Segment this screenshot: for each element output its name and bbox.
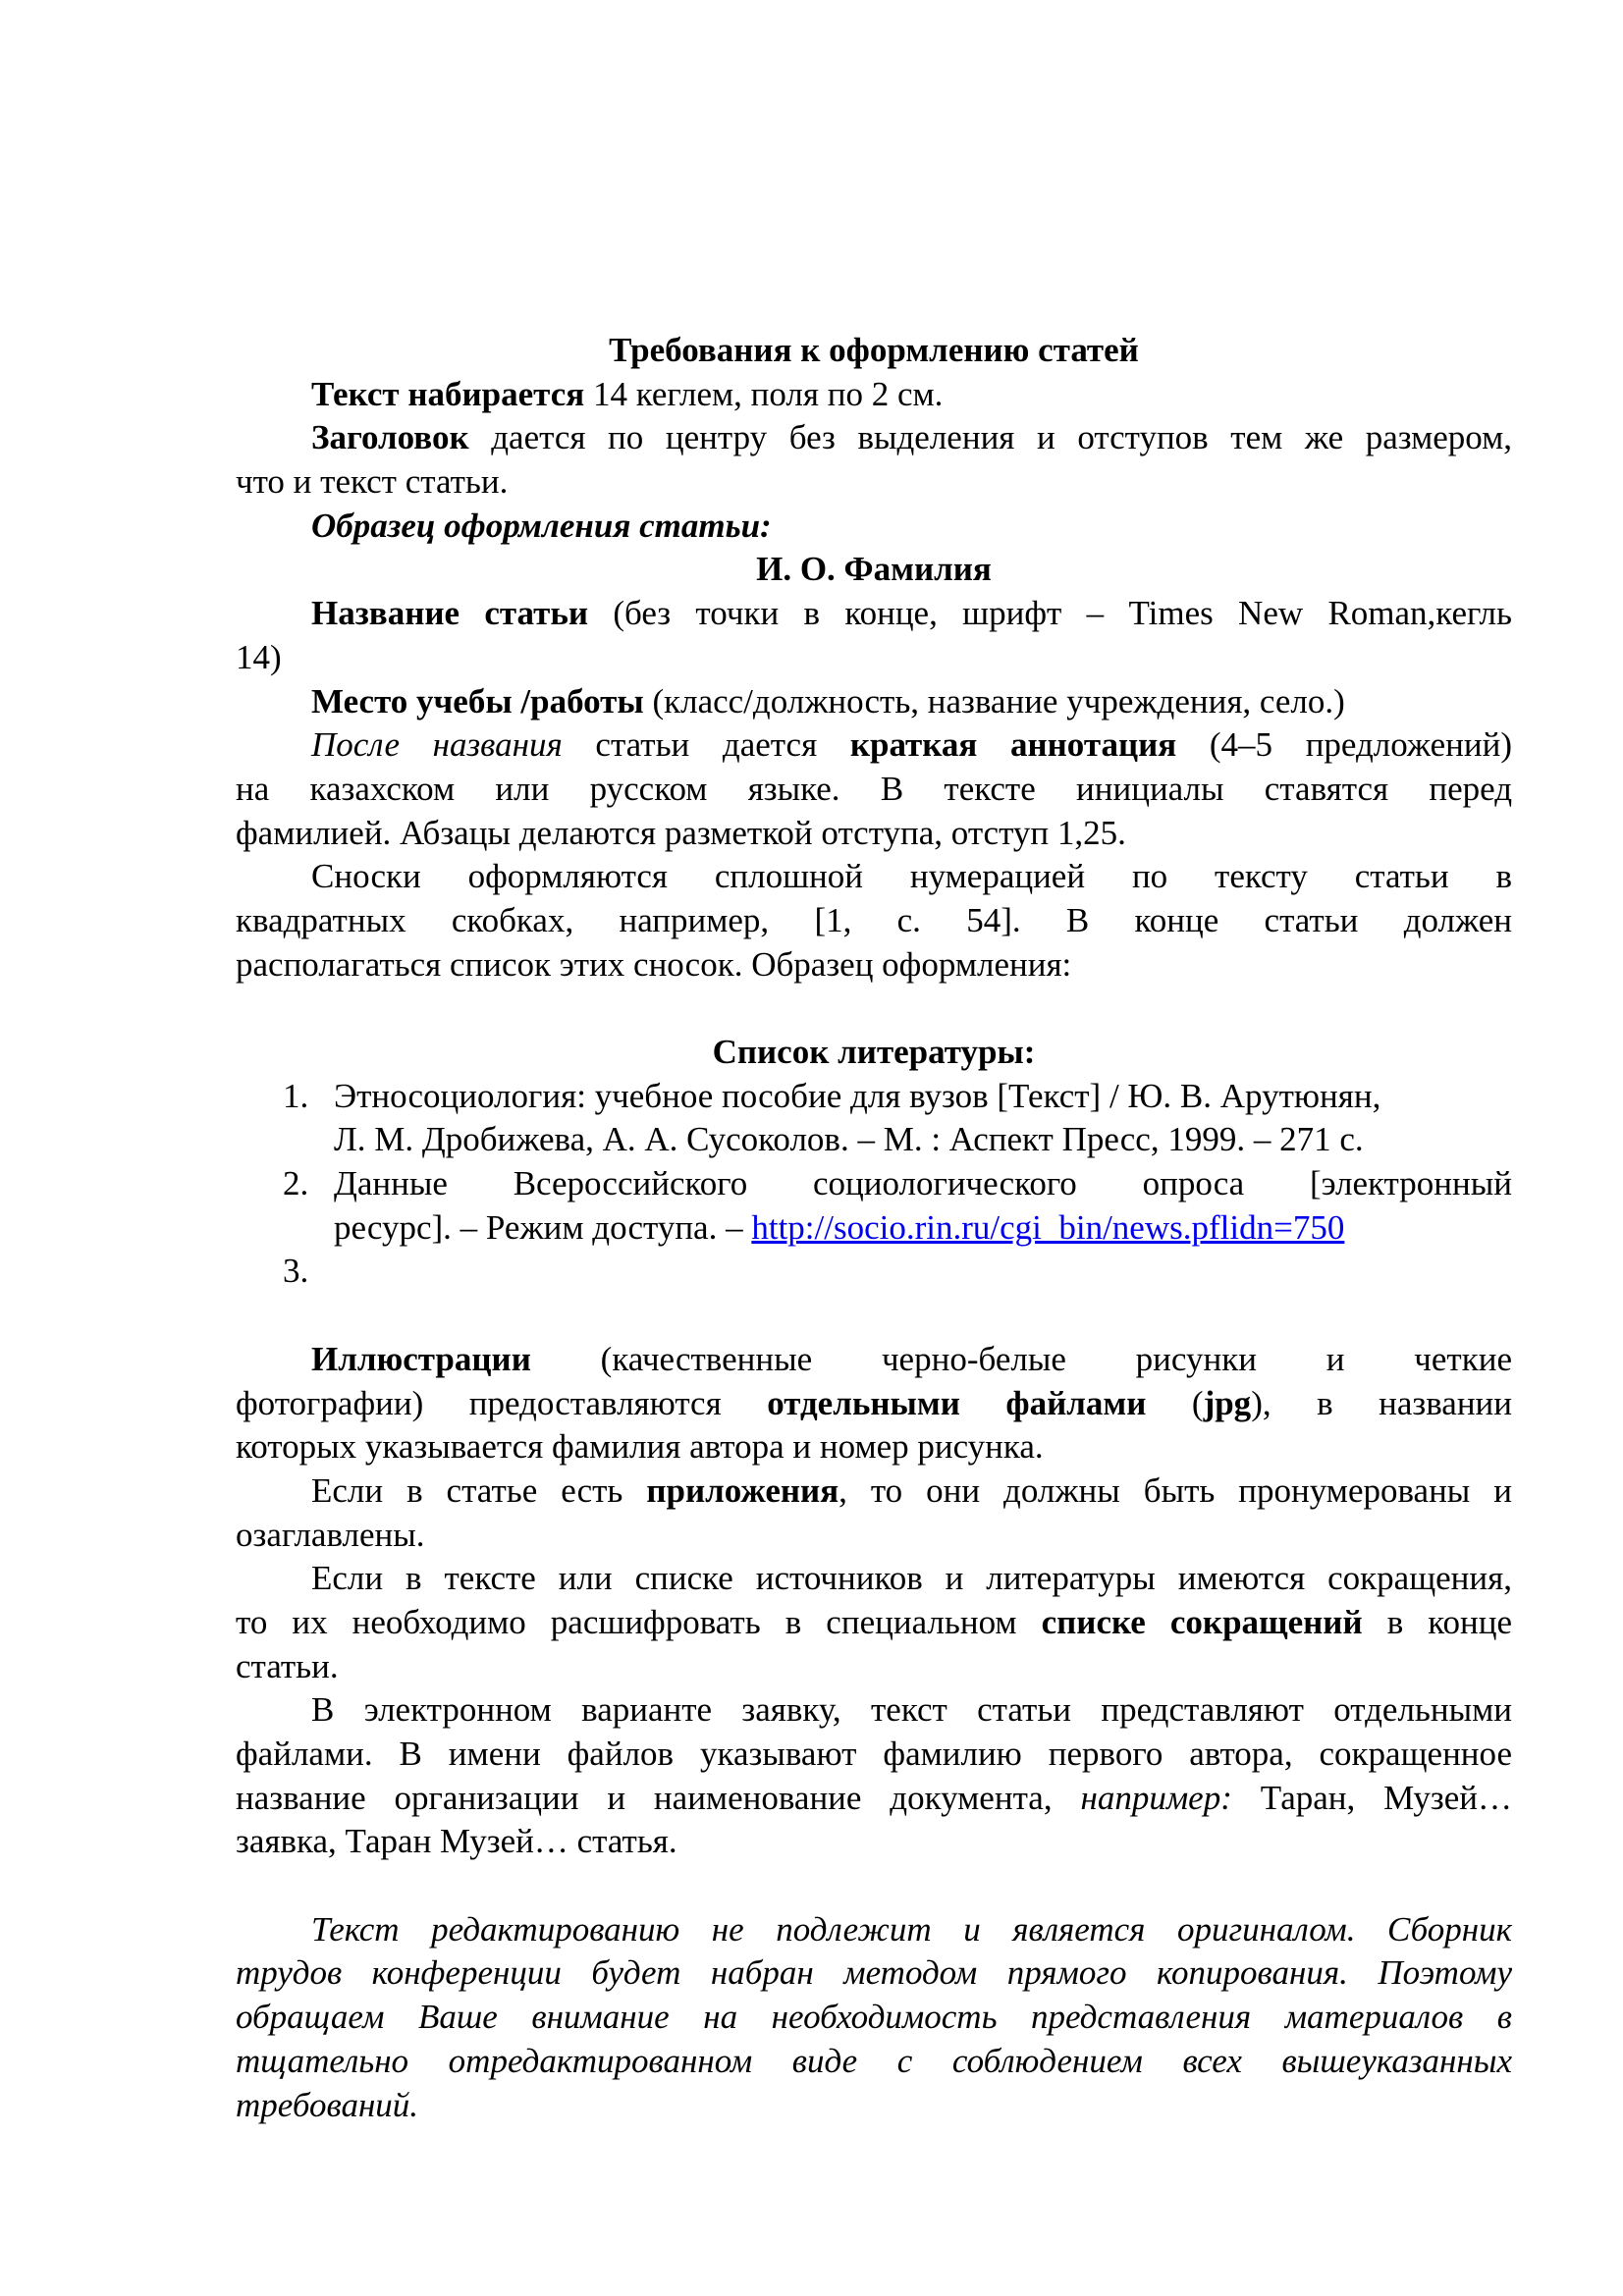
paragraph-footnotes-line2: квадратных скобках, например, [1, с. 54]. В конце статьи должен — [236, 900, 1512, 939]
document-title: Требования к оформлению статей — [609, 331, 1139, 369]
paragraph-article-name-cont: 14) — [236, 637, 282, 676]
paragraph-illustrations-line2: фотографии) предоставляются отдельными файлами (jpg), в названии — [236, 1383, 1513, 1422]
paragraph-annotation-line3: фамилией. Абзацы делаются разметкой отступа, отступ 1,25. — [236, 813, 1126, 852]
reference-item-1: 1. Этносоциология: учебное пособие для вузов [Текст] / Ю. В. Арутюнян, — [283, 1076, 1381, 1115]
paragraph-electronic-line4: заявка, Таран Музей… статья. — [236, 1822, 677, 1861]
final-note-line5: требований. — [236, 2085, 419, 2124]
spacer — [236, 1864, 1512, 1908]
paragraph-abbreviations-line3: статьи. — [236, 1646, 339, 1685]
paragraph-abbreviations-line2: то их необходимо расшифровать в специальном списке сокращений в конце — [236, 1602, 1512, 1641]
paragraph-electronic: В электронном варианте заявку, текст статьи представляют отдельными — [311, 1690, 1512, 1730]
spacer — [236, 987, 1512, 1031]
paragraph-appendix: Если в статье есть приложения, то они должны быть пронумерованы и — [311, 1470, 1513, 1510]
final-note-line4: тщательно отредактированном виде с соблюдением всех вышеуказанных — [236, 2041, 1512, 2080]
paragraph-place: Место учебы /работы (класс/должность, название учреждения, село.) — [311, 681, 1345, 721]
final-note-line2: трудов конференции будет набран методом прямого копирования. Поэтому — [236, 1953, 1512, 1993]
paragraph-abbreviations: Если в тексте или списке источников и литературы имеются сокращения, — [311, 1559, 1512, 1598]
sample-author: И. О. Фамилия — [756, 550, 992, 589]
paragraph-footnotes: Сноски оформляются сплошной нумерацией по тексту статьи в — [311, 857, 1512, 896]
document-body — [236, 329, 1512, 2127]
paragraph-electronic-line3: название организации и наименование документа, например: Таран, Музей… — [236, 1778, 1512, 1817]
paragraph-electronic-line2: файлами. В имени файлов указывают фамилию первого автора, сокращенное — [236, 1735, 1512, 1773]
paragraph-illustrations: Иллюстрации (качественные черно-белые рисунки и четкие — [311, 1339, 1512, 1378]
paragraph-text-size: Текст набирается 14 кеглем, поля по 2 см. — [311, 374, 944, 413]
reference-item-3: 3. — [283, 1252, 309, 1291]
paragraph-article-name: Название статьи (без точки в конце, шрифт – Times New Roman,кегль — [311, 594, 1512, 633]
final-note-line3: обращаем Ваше внимание на необходимость представления материалов в — [236, 1998, 1512, 2037]
spacer — [236, 1294, 1512, 1338]
paragraph-appendix-line2: озаглавлены. — [236, 1515, 425, 1554]
reference-item-2-cont: ресурс]. – Режим доступа. – http://socio.rin.ru/cgi_bin/news.pflidn=750 — [334, 1207, 1345, 1247]
paragraph-illustrations-line3: которых указывается фамилия автора и номер рисунка. — [236, 1427, 1044, 1467]
paragraph-annotation: После названия статьи дается краткая аннотация (4–5 предложений) — [311, 725, 1513, 765]
reference-item-1-cont: Л. М. Дробижева, А. А. Сусоколов. – М. : Аспект Пресс, 1999. – 271 с. — [334, 1120, 1364, 1159]
paragraph-annotation-line2: на казахском или русском языке. В тексте инициалы ставятся перед — [236, 769, 1512, 808]
sample-heading: Образец оформления статьи: — [311, 506, 772, 545]
reference-link[interactable]: http://socio.rin.ru/cgi_bin/news.pflidn=750 — [751, 1207, 1345, 1247]
final-note: Текст редактированию не подлежит и является оригиналом. Сборник — [311, 1909, 1512, 1949]
paragraph-heading-rule-cont: что и текст статьи. — [236, 462, 509, 502]
reference-item-2: 2. Данные Всероссийского социологического опроса [электронный — [283, 1164, 1512, 1203]
paragraph-footnotes-line3: располагаться список этих сносок. Образец оформления: — [236, 944, 1072, 984]
references-heading: Список литературы: — [712, 1033, 1036, 1071]
paragraph-heading-rule: Заголовок дается по центру без выделения и отступов тем же размером, — [311, 418, 1512, 457]
